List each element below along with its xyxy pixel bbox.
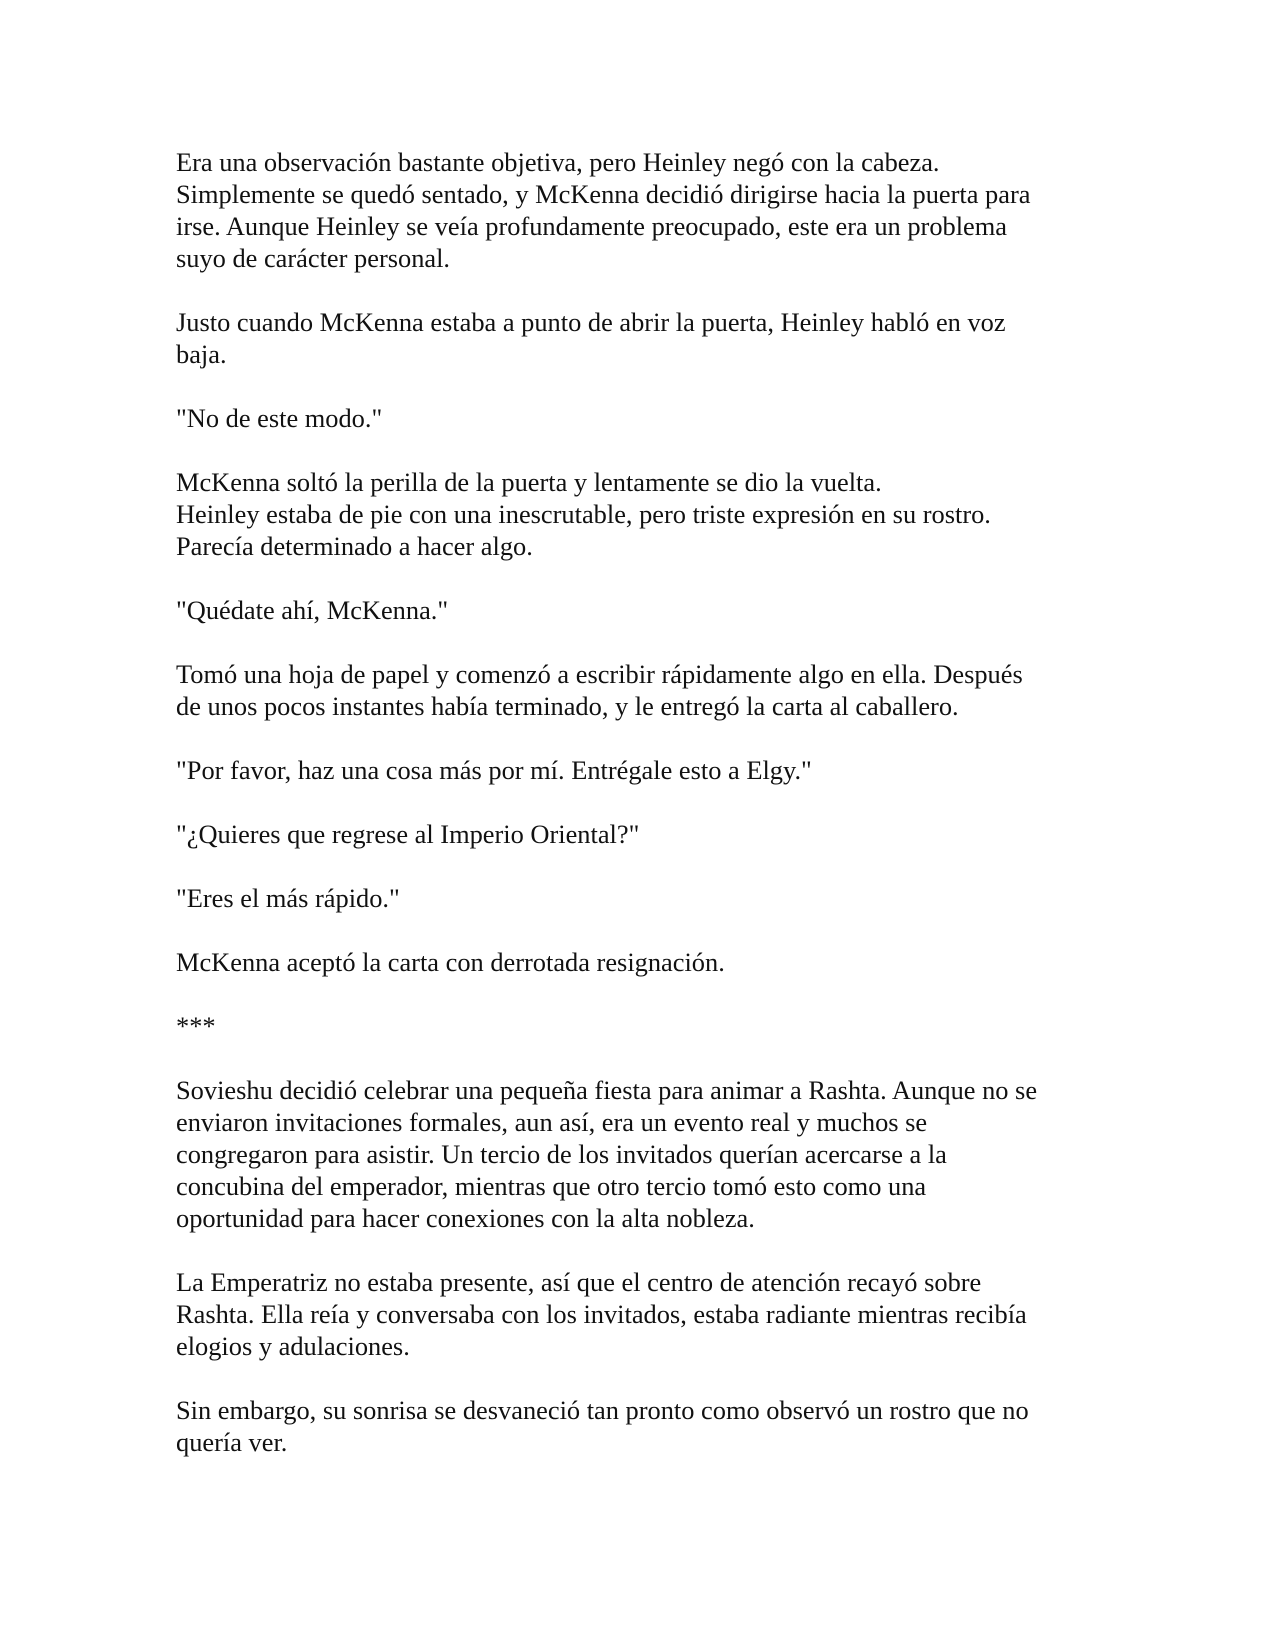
text-line: quería ver. (176, 1427, 288, 1457)
document-body (176, 146, 1116, 1490)
scene-break (176, 1010, 1116, 1042)
text-line: McKenna aceptó la carta con derrotada resignación. (176, 947, 725, 977)
paragraph (176, 466, 1116, 562)
text-line: Justo cuando McKenna estaba a punto de abrir la puerta, Heinley habló en voz (176, 307, 1006, 337)
text-line: "¿Quieres que regrese al Imperio Oriental?" (176, 819, 640, 849)
text-line: enviaron invitaciones formales, aun así, era un evento real y muchos se (176, 1107, 928, 1137)
paragraph (176, 882, 1116, 914)
paragraph (176, 1074, 1116, 1234)
text-line: "Por favor, haz una cosa más por mí. Entrégale esto a Elgy." (176, 755, 812, 785)
text-line: congregaron para asistir. Un tercio de los invitados querían acercarse a la (176, 1139, 947, 1169)
text-line: Rashta. Ella reía y conversaba con los invitados, estaba radiante mientras recibía (176, 1299, 1027, 1329)
text-line: Parecía determinado a hacer algo. (176, 531, 533, 561)
text-line: "Eres el más rápido." (176, 883, 400, 913)
text-line: "Quédate ahí, McKenna." (176, 595, 449, 625)
paragraph (176, 946, 1116, 978)
text-line: Sovieshu decidió celebrar una pequeña fiesta para animar a Rashta. Aunque no se (176, 1075, 1038, 1105)
text-line: suyo de carácter personal. (176, 243, 451, 273)
paragraph (176, 1394, 1116, 1458)
text-line: irse. Aunque Heinley se veía profundamente preocupado, este era un problema (176, 211, 1007, 241)
paragraph (176, 1266, 1116, 1362)
paragraph (176, 658, 1116, 722)
text-line: Heinley estaba de pie con una inescrutable, pero triste expresión en su rostro. (176, 499, 991, 529)
text-line: concubina del emperador, mientras que otro tercio tomó esto como una (176, 1171, 927, 1201)
text-line: McKenna soltó la perilla de la puerta y lentamente se dio la vuelta. (176, 467, 882, 497)
text-line: Era una observación bastante objetiva, pero Heinley negó con la cabeza. (176, 147, 940, 177)
text-line: *** (176, 1011, 216, 1041)
text-line: elogios y adulaciones. (176, 1331, 410, 1361)
paragraph (176, 146, 1116, 274)
text-line: baja. (176, 339, 227, 369)
paragraph (176, 594, 1116, 626)
text-line: Tomó una hoja de papel y comenzó a escribir rápidamente algo en ella. Después (176, 659, 1023, 689)
paragraph (176, 818, 1116, 850)
text-line: La Emperatriz no estaba presente, así que el centro de atención recayó sobre (176, 1267, 982, 1297)
paragraph (176, 754, 1116, 786)
text-line: oportunidad para hacer conexiones con la alta nobleza. (176, 1203, 755, 1233)
text-line: Sin embargo, su sonrisa se desvaneció tan pronto como observó un rostro que no (176, 1395, 1029, 1425)
text-line: "No de este modo." (176, 403, 383, 433)
text-line: de unos pocos instantes había terminado, y le entregó la carta al caballero. (176, 691, 959, 721)
paragraph (176, 306, 1116, 370)
text-line: Simplemente se quedó sentado, y McKenna decidió dirigirse hacia la puerta para (176, 179, 1031, 209)
paragraph (176, 402, 1116, 434)
